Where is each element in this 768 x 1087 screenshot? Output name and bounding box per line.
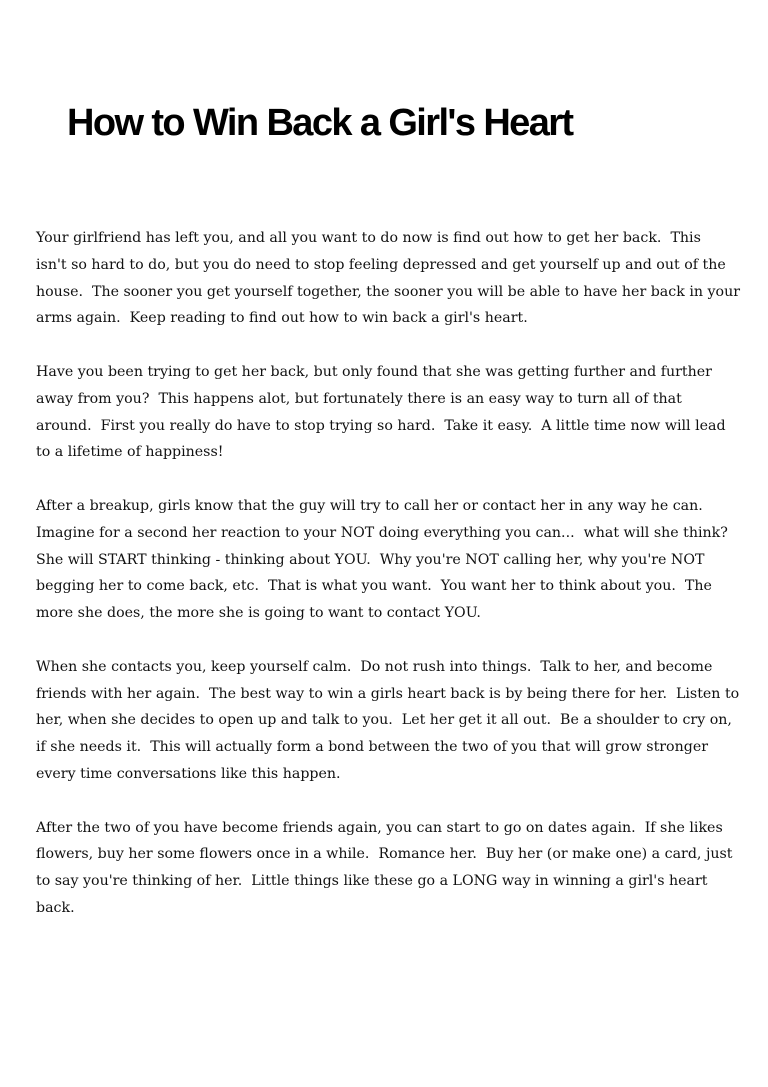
text-line: When she contacts you, keep yourself calm. Do not rush into things. Talk to her, and become — [36, 658, 713, 675]
text-line: more she does, the more she is going to want to contact YOU. — [36, 605, 481, 622]
text-line: Your girlfriend has left you, and all you want to do now is find out how to get her back. This — [36, 230, 701, 246]
page-title: How to Win Back a Girl's Heart — [67, 102, 573, 144]
paragraph-2 — [36, 359, 726, 466]
text-line: begging her to come back, etc. That is what you want. You want her to think about you. The — [36, 578, 712, 595]
text-line: friends with her again. The best way to win a girls heart back is by being there for her. Listen to — [36, 685, 740, 702]
text-line: Have you been trying to get her back, but only found that she was getting further and further — [36, 363, 712, 380]
text-line: every time conversations like this happen. — [36, 765, 341, 782]
text-line: her, when she decides to open up and talk to you. Let her get it all out. Be a shoulder to cry on, — [36, 712, 732, 729]
text-line: After a breakup, girls know that the guy will try to call her or contact her in any way he can. — [36, 497, 703, 514]
text-line: She will START thinking - thinking about YOU. Why you're NOT calling her, why you're NOT — [36, 551, 705, 568]
text-line: After the two of you have become friends again, you can start to go on dates again. If she likes — [36, 819, 723, 836]
text-line: arms again. Keep reading to find out how to win back a girl's heart. — [36, 310, 528, 327]
text-line: isn't so hard to do, but you do need to stop feeling depressed and get yourself up and out of the — [36, 256, 726, 273]
paragraph-4 — [36, 654, 740, 788]
article-body — [36, 225, 740, 949]
text-line: back. — [36, 899, 75, 916]
text-line: to say you're thinking of her. Little things like these go a LONG way in winning a girl's heart — [36, 873, 708, 890]
text-line: Imagine for a second her reaction to your NOT doing everything you can... what will she think? — [36, 524, 728, 541]
paragraph-1 — [36, 225, 740, 332]
text-line: to a lifetime of happiness! — [36, 444, 224, 461]
paragraph-5 — [36, 815, 733, 922]
text-line: flowers, buy her some flowers once in a while. Romance her. Buy her (or make one) a card, just — [36, 846, 733, 863]
paragraph-3 — [36, 493, 726, 627]
text-line: around. First you really do have to stop trying so hard. Take it easy. A little time now will lead — [36, 417, 726, 434]
text-line: if she needs it. This will actually form a bond between the two of you that will grow stronger — [36, 739, 708, 756]
text-line: away from you? This happens alot, but fortunately there is an easy way to turn all of that — [36, 390, 682, 407]
text-line: house. The sooner you get yourself together, the sooner you will be able to have her back in your — [36, 283, 740, 300]
